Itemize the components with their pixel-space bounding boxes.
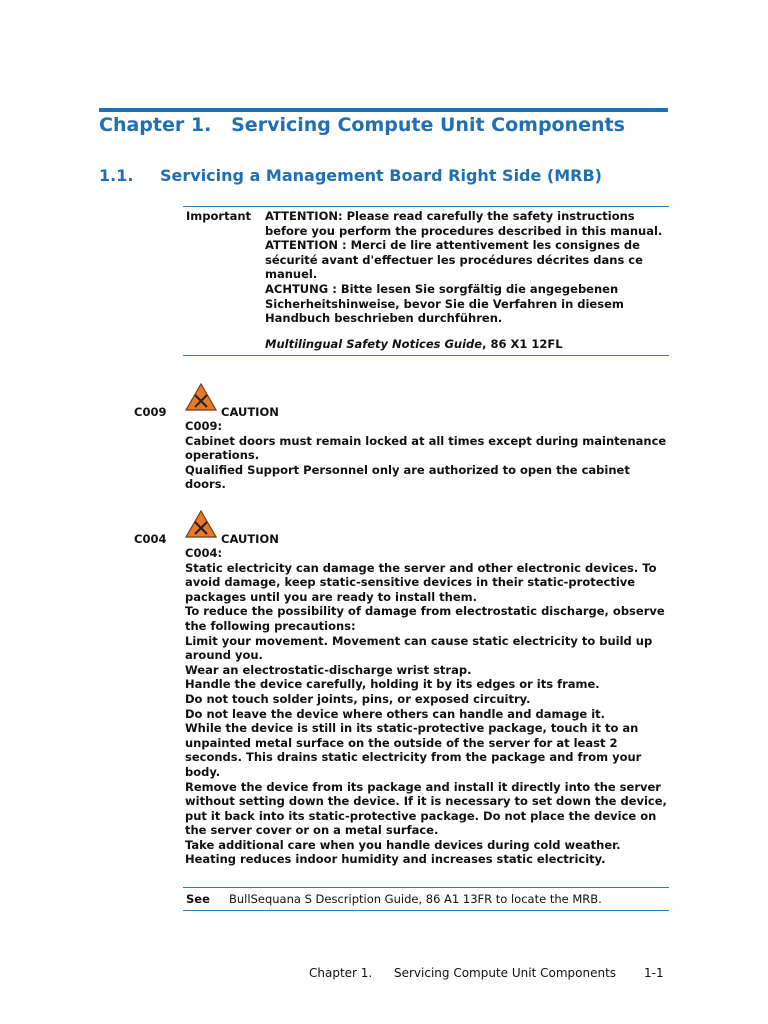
see-note	[183, 887, 669, 911]
important-line-fr: ATTENTION : Merci de lire attentivement les consignes de sécurité avant d'effectuer les procédures décrites dans ce manuel.	[265, 238, 643, 282]
caution-line: Qualified Support Personnel only are authorized to open the cabinet doors.	[185, 462, 630, 492]
caution-text-c004	[185, 546, 671, 867]
caution-heading-c009: CAUTION	[221, 405, 279, 419]
safety-guide-code: , 86 X1 12FL	[482, 336, 563, 351]
warning-triangle-icon	[185, 510, 217, 538]
chapter-title: Chapter 1. Servicing Compute Unit Components	[99, 114, 625, 136]
caution-text-c009	[185, 419, 671, 492]
important-line-en: ATTENTION: Please read carefully the safety instructions before you perform the procedures described in this manual.	[265, 209, 663, 238]
important-label: Important	[186, 209, 252, 223]
caution-line: Cabinet doors must remain locked at all times except during maintenance operations.	[185, 433, 667, 463]
caution-line: Do not leave the device where others can handle and damage it.	[185, 706, 606, 721]
safety-guide-reference	[265, 337, 669, 352]
chapter-rule	[99, 108, 668, 112]
caution-line: C009:	[185, 419, 223, 433]
safety-guide-title: Multilingual Safety Notices Guide	[265, 336, 483, 351]
see-text: BullSequana S Description Guide, 86 A1 13FR to locate the MRB.	[229, 892, 602, 906]
caution-line: While the device is still in its static-protective package, touch it to an unpainted metal surface on the outside of the server for at least 2 seconds. This drains static electricity from the package and from your body.	[185, 721, 642, 779]
caution-code-c004: C004	[134, 532, 167, 546]
important-note	[183, 206, 669, 356]
caution-heading-c004: CAUTION	[221, 532, 279, 546]
warning-triangle-icon	[185, 383, 217, 411]
section-title: Servicing a Management Board Right Side (MRB)	[160, 166, 602, 185]
important-line-de: ACHTUNG : Bitte lesen Sie sorgfältig die angegebenen Sicherheitshinweise, bevor Sie die Verfahren in diesem Handbuch beschrieben durchführen.	[265, 281, 624, 326]
caution-line: C004:	[185, 546, 223, 560]
caution-line: Limit your movement. Movement can cause static electricity to build up around you.	[185, 633, 653, 663]
caution-line: Handle the device carefully, holding it by its edges or its frame.	[185, 677, 600, 692]
section-heading	[99, 166, 602, 185]
footer-chapter: Chapter 1.	[309, 966, 373, 980]
page-footer	[309, 966, 664, 980]
caution-line: Do not touch solder joints, pins, or exposed circuitry.	[185, 691, 531, 706]
important-body	[265, 209, 669, 351]
caution-line: Remove the device from its package and install it directly into the server without setting down the device. If it is necessary to set down the device, put it back into its static-protective package. Do not place the device on the server cover or on a metal surface.	[185, 779, 667, 838]
footer-page-number: 1-1	[644, 966, 664, 980]
footer-title: Servicing Compute Unit Components	[394, 966, 617, 980]
section-number: 1.1.	[99, 166, 134, 185]
caution-line: Take additional care when you handle devices during cold weather. Heating reduces indoor humidity and increases static electricity.	[185, 837, 621, 867]
caution-line: To reduce the possibility of damage from electrostatic discharge, observe the following precautions:	[185, 604, 665, 633]
see-label: See	[186, 892, 210, 906]
caution-line: Wear an electrostatic-discharge wrist strap.	[185, 662, 472, 677]
caution-line: Static electricity can damage the server and other electronic devices. To avoid damage, keep static-sensitive devices in their static-protective packages until you are ready to install them.	[185, 560, 657, 604]
caution-code-c009: C009	[134, 405, 167, 419]
